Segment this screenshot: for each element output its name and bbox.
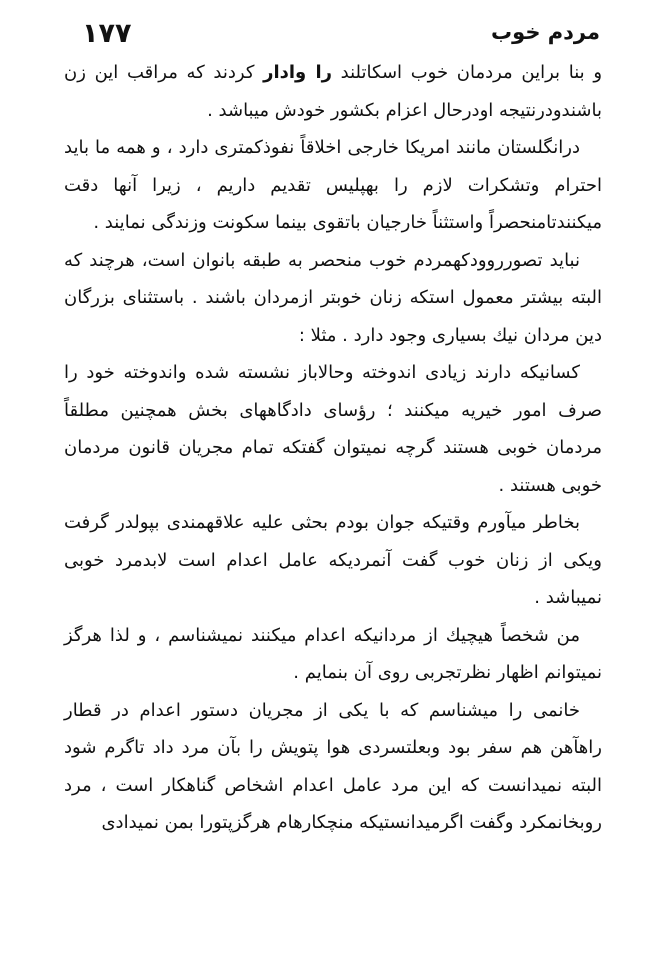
paragraph-1-bold-phrase: را وادار	[263, 62, 332, 83]
paragraph-1	[64, 54, 602, 129]
paragraph-3: نباید تصورروودکهمردم خوب منحصر به طبقه بانوان است، هرچند که البته بیشتر معمول استکه زنان خوبتر ازمردان باشند . باستثنای بزرگان دین مردان نیك بسیاری وجود دارد . مثلا :	[64, 249, 602, 346]
body-text	[64, 54, 602, 842]
paragraph-1-part-3: کردند که مراقب این زن باشندودرنتیجه اودرحال اعزام بکشور خودش میباشد .	[64, 62, 602, 121]
page-header	[64, 14, 602, 54]
paragraph-4: کسانیکه دارند زیادی اندوخته وحالاباز نشسته شده واندوخته خود را صرف امور خیریه میکنند ؛ رؤسای دادگاههای بخش همچنین مطلقاً مردمان خوبی هستند گرچه نمیتوان گفتکه تمام مجریان قانون مردمان خوبی هستند .	[64, 362, 602, 496]
paragraph-2: درانگلستان مانند امریکا خارجی اخلاقاً نفوذکمتری دارد ، و همه ما باید احترام وتشکرات لازم را بهپلیس تقدیم داریم ، زیرا آنها دقت میکنندتامنحصراً واستثناً خارجیان باتقوی بینما سکونت وزندگی نمایند .	[64, 137, 602, 233]
running-title: مردم خوب	[491, 20, 600, 44]
paragraph-5: بخاطر میآورم وقتیکه جوان بودم بحثی علیه علاقهمندی بپولدر گرفت ویکی از زنان خوب گفت آنمردیکه عامل اعدام است لابدمرد خوبی نمیباشد .	[64, 512, 602, 608]
page-number: ۱۷۷	[82, 18, 132, 49]
paragraph-1-part-1: و بنا براین مردمان خوب اسکاتلند	[331, 62, 603, 83]
paragraph-6: من شخصاً هیچیك از مردانیکه اعدام میکنند نمیشناسم ، و لذا هرگز نمیتوانم اظهار نظرتجربی روی آن بنمایم .	[64, 624, 602, 683]
paragraph-7: خانمی را میشناسم که با یکی از مجریان دستور اعدام در قطار راهآهن هم سفر بود وبعلتسردی هوا پتویش را بآن مرد داد تاگرم شود البته نمیدانست که این مرد عامل اعدام اشخاص گناهکار است ، مرد روبخانمکرد وگفت اگرمیدانستیکه منچکارهام هرگزپتورا بمن نمیدادی	[64, 699, 602, 833]
